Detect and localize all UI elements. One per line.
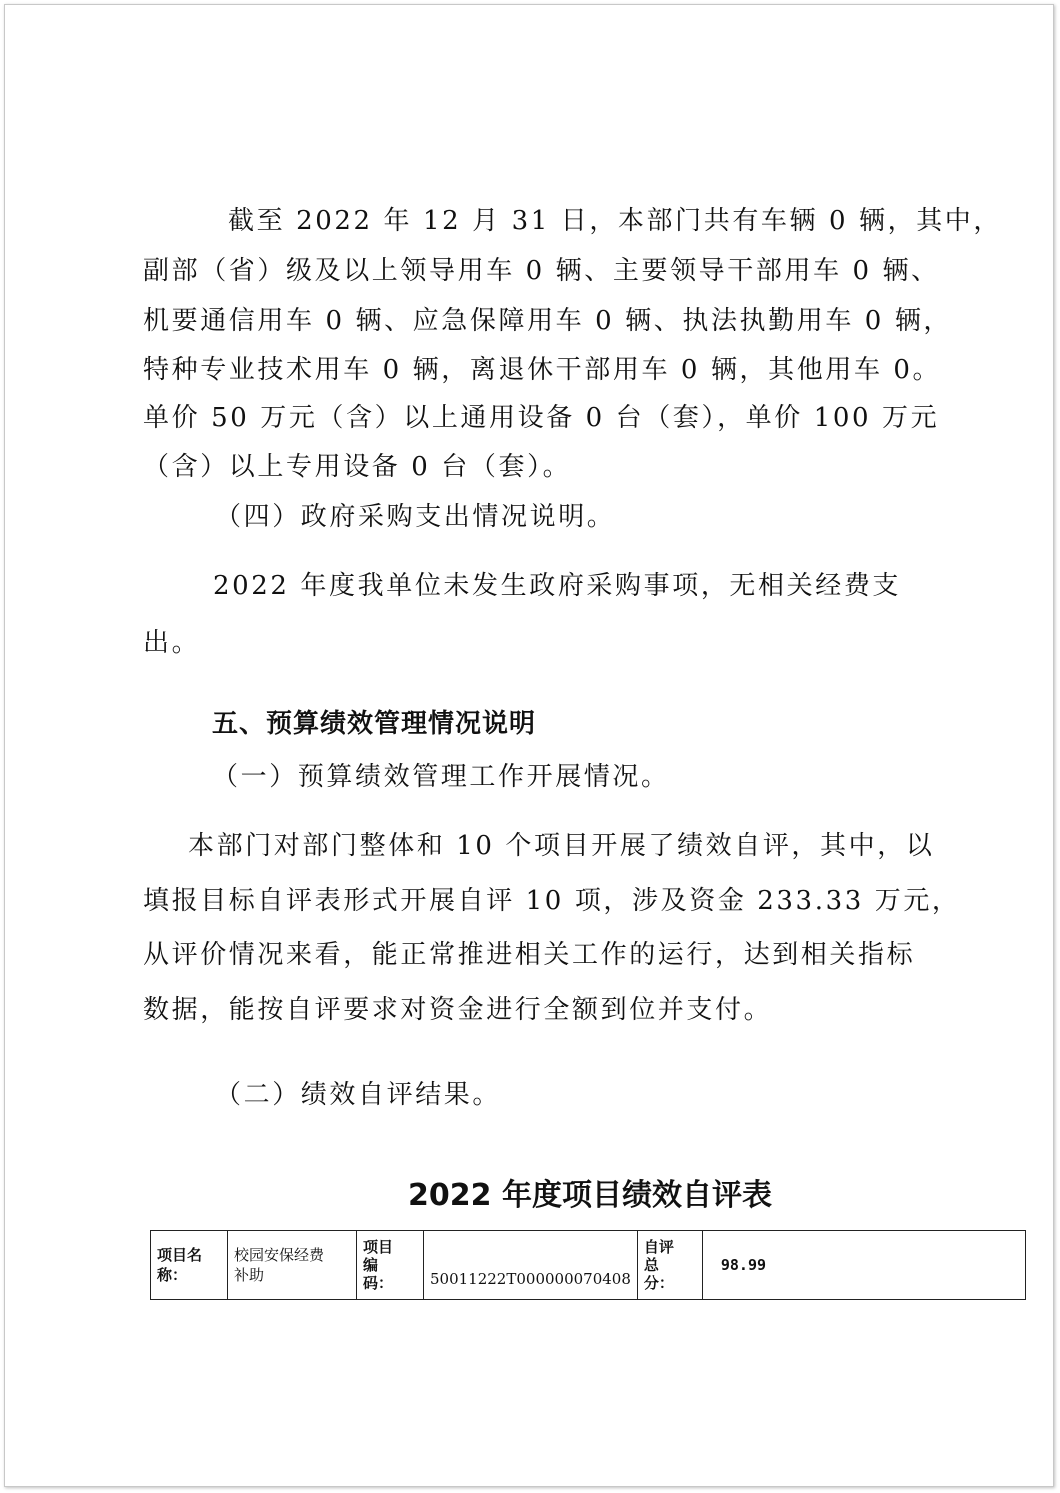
perf-result-heading: （二）绩效自评结果。 [215,1080,502,1110]
perf-work-heading: （一）预算绩效管理工作开展情况。 [212,762,670,792]
score-value: 98.99 [702,1231,1025,1300]
project-name-value: 校园安保经费 补助 [228,1231,357,1300]
vehicles-line-6: （含）以上专用设备 0 台（套）。 [143,452,572,482]
procurement-heading: （四）政府采购支出情况说明。 [215,502,616,532]
vehicles-line-1: 截至 2022 年 12 月 31 日，本部门共有车辆 0 辆，其中， [228,206,1002,236]
perf-work-line-3: 从评价情况来看，能正常推进相关工作的运行，达到相关指标 [143,940,916,970]
procurement-line-1: 2022 年度我单位未发生政府采购事项，无相关经费支 [213,571,902,601]
vehicles-line-2: 副部（省）级及以上领导用车 0 辆、主要领导干部用车 0 辆、 [143,256,940,286]
table-row [151,1231,1026,1300]
vehicles-line-4: 特种专业技术用车 0 辆，离退休干部用车 0 辆，其他用车 0。 [143,355,942,385]
table-title: 2022 年度项目绩效自评表 [408,1178,772,1213]
section5-heading: 五、预算绩效管理情况说明 [212,709,537,739]
procurement-line-2: 出。 [143,628,201,658]
project-code-value: 50011222T000000070408 [424,1231,638,1300]
perf-work-line-2: 填报目标自评表形式开展自评 10 项，涉及资金 233.33 万元， [143,886,961,916]
self-evaluation-table [150,1230,1026,1300]
perf-work-line-1: 本部门对部门整体和 10 个项目开展了绩效自评，其中，以 [188,831,935,861]
project-name-label: 项目名 称： [151,1231,228,1300]
vehicles-line-3: 机要通信用车 0 辆、应急保障用车 0 辆、执法执勤用车 0 辆， [143,306,953,336]
score-label: 自评 总 分： [637,1231,702,1300]
vehicles-line-5: 单价 50 万元（含）以上通用设备 0 台（套），单价 100 万元 [143,403,940,433]
perf-work-line-4: 数据，能按自评要求对资金进行全额到位并支付。 [143,995,773,1025]
project-code-label: 项目 编 码： [357,1231,424,1300]
